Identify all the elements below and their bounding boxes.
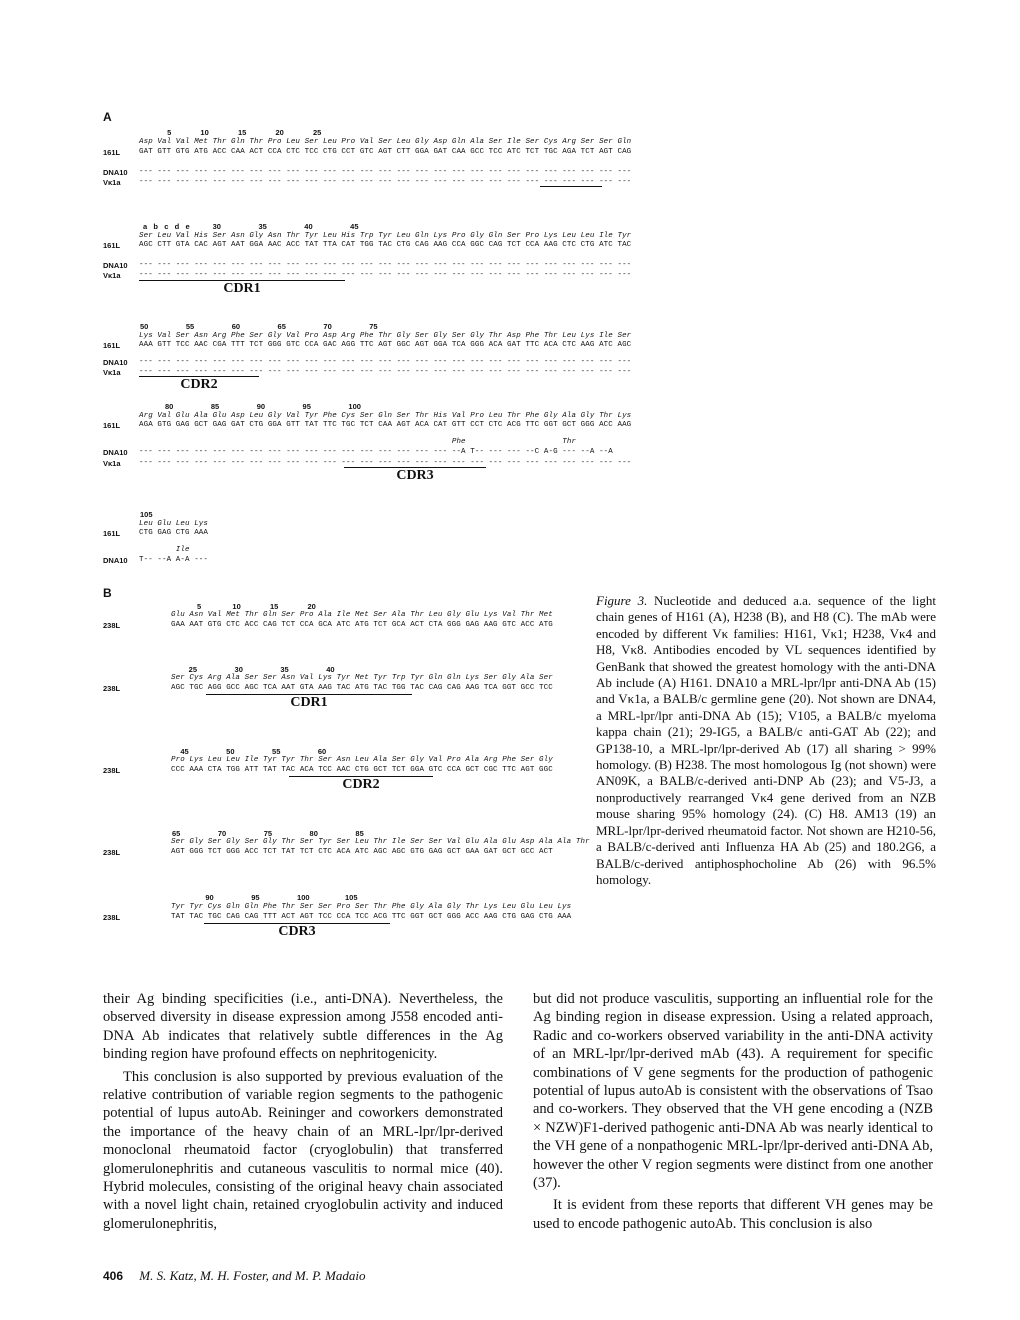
- amino-acid-row: Tyr Tyr Cys Gln Gln Phe Thr Ser Ser Pro Ser Thr Phe Gly Ala Gly Thr Lys Leu Glu Leu Lys: [171, 903, 572, 911]
- residue-numbers: 80 85 90 95 100: [140, 402, 361, 411]
- dna10-substitutions: Phe Thr: [139, 438, 577, 446]
- row-label-dna10: DNA10: [103, 556, 128, 565]
- nucleotide-row-161l: GAT GTT GTG ATG ACC CAA ACT CCA CTC TCC CTG CCT GTC AGT CTT GGA GAT CAA GCC TCC ATC TCT TGC AGA TCT AGT CAG: [139, 148, 632, 156]
- body-column-left: [103, 990, 503, 1233]
- row-label-vk1a: Vκ1a: [103, 459, 121, 468]
- row-label-dna10: DNA10: [103, 358, 128, 367]
- nucleotide-row-dna10: --- --- --- --- --- --- --- --- --- --- --- --- --- --- --- --- --- --- --- --- --- --- --- --- --- --- ---: [139, 261, 632, 269]
- nucleotide-row-dna10: T-- --A A-A ---: [139, 556, 209, 564]
- nucleotide-row-238l: GAA AAT GTG CTC ACC CAG TCT CCA GCA ATC ATG TCT GCA ACT CTA GGG GAG AAG GTC ACC ATG: [171, 621, 553, 629]
- caption-text: Nucleotide and deduced a.a. sequence of the light chain genes of H161 (A), H238 (B), and H8 (C). The mAb were encoded by different Vκ families: H161, Vκ1; H238, Vκ4 and H8, Vκ8. Antibodies encoded by VL sequences identified by GenBank that showed the greatest homology with the anti-DNA Ab include (A) H161. DNA10 a MRL-lpr/lpr anti-DNA Ab (15) and Vκ1a, a BALB/c germline gene (20). Not shown are DNA4, a MRL-lpr/lpr anti-DNA Ab (15); V105, a BALB/c myeloma kappa chain (21); 29-IG5, a BALB/c anti-GAT Ab (22); and GP138-10, a MRL-lpr/lpr-derived Ab (17) all sharing > 99% homology. (B) H238. The most homologous Ig (not shown) were AN09K, a BALB/c-derived anti-DNP Ab (23); and V5-J3, a nonproductively rearranged Vκ4 gene derived from an NZB mouse sharing 95% homology (24). (C) H8. AM13 (19) an MRL-lpr/lpr-derived rheumatoid factor. Not shown are H210-56, a BALB/c-derived anti Influenza HA Ab (25) and 180.2G6, a BALB/c-derived antiphosphocholine Ab (26) with 96.5% homology.: [596, 593, 937, 887]
- cdr3-label: CDR3: [204, 923, 390, 940]
- row-label-238l: 238L: [103, 621, 121, 630]
- row-label-vk1a: Vκ1a: [103, 178, 121, 187]
- row-label-161l: 161L: [103, 341, 121, 350]
- amino-acid-row: Arg Val Glu Ala Glu Asp Leu Gly Val Tyr Phe Cys Ser Gln Ser Thr His Val Pro Leu Thr Phe Gly Ala Gly Thr Lys: [139, 412, 632, 420]
- amino-acid-row: Glu Asn Val Met Thr Gln Ser Pro Ala Ile Met Ser Ala Thr Leu Gly Glu Lys Val Thr Met: [171, 611, 553, 619]
- cdr1-start-underline: [540, 186, 602, 187]
- residue-numbers: 5 10 15 20 25: [140, 128, 322, 137]
- amino-acid-row: Pro Lys Leu Leu Ile Tyr Tyr Thr Ser Asn Leu Ala Ser Gly Val Pro Ala Arg Phe Ser Gly: [171, 756, 553, 764]
- nucleotide-row-161l: AAA GTT TCC AAC CGA TTT TCT GGG GTC CCA GAC AGG TTC AGT GGC AGT GGA TCA GGG ACA GAT TTC ACA CTC AAG ATC AGC: [139, 341, 632, 349]
- panel-b-label: B: [103, 586, 112, 600]
- residue-numbers: 25 30 35 40: [172, 665, 335, 674]
- paragraph: but did not produce vasculitis, supporting an influential role for the Ag binding region in disease expression. Using a related approach, Radic and co-workers observed variability in the anti-DNA activity of an MRL-lpr/lpr-derived mAb (43). A requirement for specific combinations of V gene segments for the production of pathogenic potential of lupus autoAb is consistent with the observations of Tsao and co-workers. They observed that the VH gene encoding a (NZB × NZW)F1-derived pathogenic anti-DNA Ab was nearly identical to the VH gene of a nonpathogenic MRL-lpr/lpr-derived anti-DNA Ab, however the other V region segments were distinct from one another (37).: [533, 991, 933, 1192]
- nucleotide-row-dna10: --- --- --- --- --- --- --- --- --- --- --- --- --- --- --- --- --- --- --- --- --- --- --- --- --- --- ---: [139, 168, 632, 176]
- figure-caption: [596, 593, 936, 888]
- footer-authors: M. S. Katz, M. H. Foster, and M. P. Madaio: [139, 1268, 366, 1283]
- cdr3-label: CDR3: [344, 467, 486, 484]
- nucleotide-row-161l: AGC CTT GTA CAC AGT AAT GGA AAC ACC TAT TTA CAT TGG TAC CTG CAG AAG CCA GGC CAG TCT CCA AAG CTC CTG ATC TAC: [139, 241, 632, 249]
- row-label-238l: 238L: [103, 848, 121, 857]
- nucleotide-row-vk1a: --- --- --- --- --- --- --- --- --- --- --- --- --- --- --- --- --- --- --- --- --- --- --- --- --- --- ---: [139, 459, 632, 467]
- page-footer: [103, 1268, 365, 1284]
- paragraph: It is evident from these reports that different VH genes may be used to encode pathogenic autoAb. This conclusion is also: [533, 1197, 933, 1232]
- row-label-dna10: DNA10: [103, 261, 128, 270]
- paragraph: their Ag binding specificities (i.e., anti-DNA). Nevertheless, the observed diversity in disease expression among J558 encoded anti-DNA Ab indicates that relatively subtle differences in the Ag binding region have profound effects on nephritogenicity.: [103, 991, 503, 1063]
- residue-numbers: a b c d e 30 35 40 45: [143, 222, 359, 231]
- amino-acid-row: Ser Leu Val His Ser Asn Gly Asn Thr Tyr Leu His Trp Tyr Leu Gln Lys Pro Gly Gln Ser Pro Lys Leu Leu Ile Tyr: [139, 232, 632, 240]
- row-label-dna10: DNA10: [103, 168, 128, 177]
- row-label-dna10: DNA10: [103, 448, 128, 457]
- nucleotide-row-vk1a: --- --- --- --- --- --- --- --- --- --- --- --- --- --- --- --- --- --- --- --- --- --- --- --- --- --- ---: [139, 368, 632, 376]
- cdr2-label: CDR2: [289, 776, 433, 793]
- dna10-substitutions: Ile: [139, 546, 190, 554]
- residue-numbers: 50 55 60 65 70 75: [140, 322, 378, 331]
- amino-acid-row: Lys Val Ser Asn Arg Phe Ser Gly Val Pro Asp Arg Phe Thr Gly Ser Gly Ser Gly Thr Asp Phe Thr Leu Lys Ile Ser: [139, 332, 632, 340]
- row-label-vk1a: Vκ1a: [103, 368, 121, 377]
- row-label-238l: 238L: [103, 913, 121, 922]
- row-label-161l: 161L: [103, 529, 121, 538]
- row-label-161l: 161L: [103, 241, 121, 250]
- residue-numbers: 90 95 100 105: [172, 893, 358, 902]
- nucleotide-row-vk1a: --- --- --- --- --- --- --- --- --- --- --- --- --- --- --- --- --- --- --- --- --- --- --- --- --- --- ---: [139, 178, 632, 186]
- residue-numbers: 65 70 75 80 85: [172, 829, 364, 838]
- amino-acid-row: Asp Val Val Met Thr Gln Thr Pro Leu Ser Leu Pro Val Ser Leu Gly Asp Gln Ala Ser Ile Ser Cys Arg Ser Ser Gln: [139, 138, 632, 146]
- nucleotide-row-vk1a: --- --- --- --- --- --- --- --- --- --- --- --- --- --- --- --- --- --- --- --- --- --- --- --- --- --- ---: [139, 271, 632, 279]
- amino-acid-row: Leu Glu Leu Lys: [139, 520, 209, 528]
- amino-acid-row: Ser Gly Ser Gly Ser Gly Thr Ser Tyr Ser Leu Thr Ile Ser Ser Val Glu Ala Glu Asp Ala Ala Thr: [171, 838, 590, 846]
- nucleotide-row-238l: AGC TGC AGG GCC AGC TCA AAT GTA AAG TAC ATG TAC TGG TAC CAG CAG AAG TCA GGT GCC TCC: [171, 684, 553, 692]
- amino-acid-row: Ser Cys Arg Ala Ser Ser Asn Val Lys Tyr Met Tyr Trp Tyr Gln Gln Lys Ser Gly Ala Ser: [171, 674, 553, 682]
- nucleotide-row-dna10: --- --- --- --- --- --- --- --- --- --- --- --- --- --- --- --- --- --A T-- --- --- --C A-G --- --A --A: [139, 448, 613, 456]
- nucleotide-row-dna10: --- --- --- --- --- --- --- --- --- --- --- --- --- --- --- --- --- --- --- --- --- --- --- --- --- --- ---: [139, 358, 632, 366]
- residue-numbers: 5 10 15 20: [172, 602, 316, 611]
- nucleotide-row-161l: AGA GTG GAG GCT GAG GAT CTG GGA GTT TAT TTC TGC TCT CAA AGT ACA CAT GTT CCT CTC ACG TTC GGT GCT GGG ACC AAG: [139, 421, 632, 429]
- row-label-238l: 238L: [103, 684, 121, 693]
- nucleotide-row-161l: CTG GAG CTG AAA: [139, 529, 209, 537]
- nucleotide-row-238l: TAT TAC TGC CAG CAG TTT ACT AGT TCC CCA TCC ACG TTC GGT GCT GGG ACC AAG CTG GAG CTG AAA: [171, 913, 572, 921]
- residue-numbers: 45 50 55 60: [172, 747, 327, 756]
- cdr1-label: CDR1: [139, 280, 345, 297]
- cdr2-label: CDR2: [139, 376, 259, 393]
- residue-numbers: 105: [140, 510, 153, 519]
- row-label-161l: 161L: [103, 148, 121, 157]
- row-label-238l: 238L: [103, 766, 121, 775]
- body-column-right: [533, 990, 933, 1233]
- nucleotide-row-238l: CCC AAA CTA TGG ATT TAT TAC ACA TCC AAC CTG GCT TCT GGA GTC CCA GCT CGC TTC AGT GGC: [171, 766, 553, 774]
- row-label-vk1a: Vκ1a: [103, 271, 121, 280]
- row-label-161l: 161L: [103, 421, 121, 430]
- page-number: 406: [103, 1269, 124, 1283]
- figure-label: Figure 3.: [596, 593, 648, 608]
- paragraph: This conclusion is also supported by previous evaluation of the relative contribution of variable region segments to the pathogenic potential of lupus autoAb. Reininger and coworkers demonstrated the importance of the heavy chain of an MRL-lpr/lpr-derived monoclonal rheumatoid factor (cryoglobulin) that transferred glomerulonephritis and cutaneous vasculitis to normal mice (40). Hybrid molecules, consisting of the original heavy chain associated with a novel light chain, retained cryoglobulin activity and induced glomerulonephritis,: [103, 1068, 503, 1232]
- cdr1-label: CDR1: [206, 694, 412, 711]
- panel-a-label: A: [103, 110, 112, 124]
- nucleotide-row-238l: AGT GGG TCT GGG ACC TCT TAT TCT CTC ACA ATC AGC AGC GTG GAG GCT GAA GAT GCT GCC ACT: [171, 848, 553, 856]
